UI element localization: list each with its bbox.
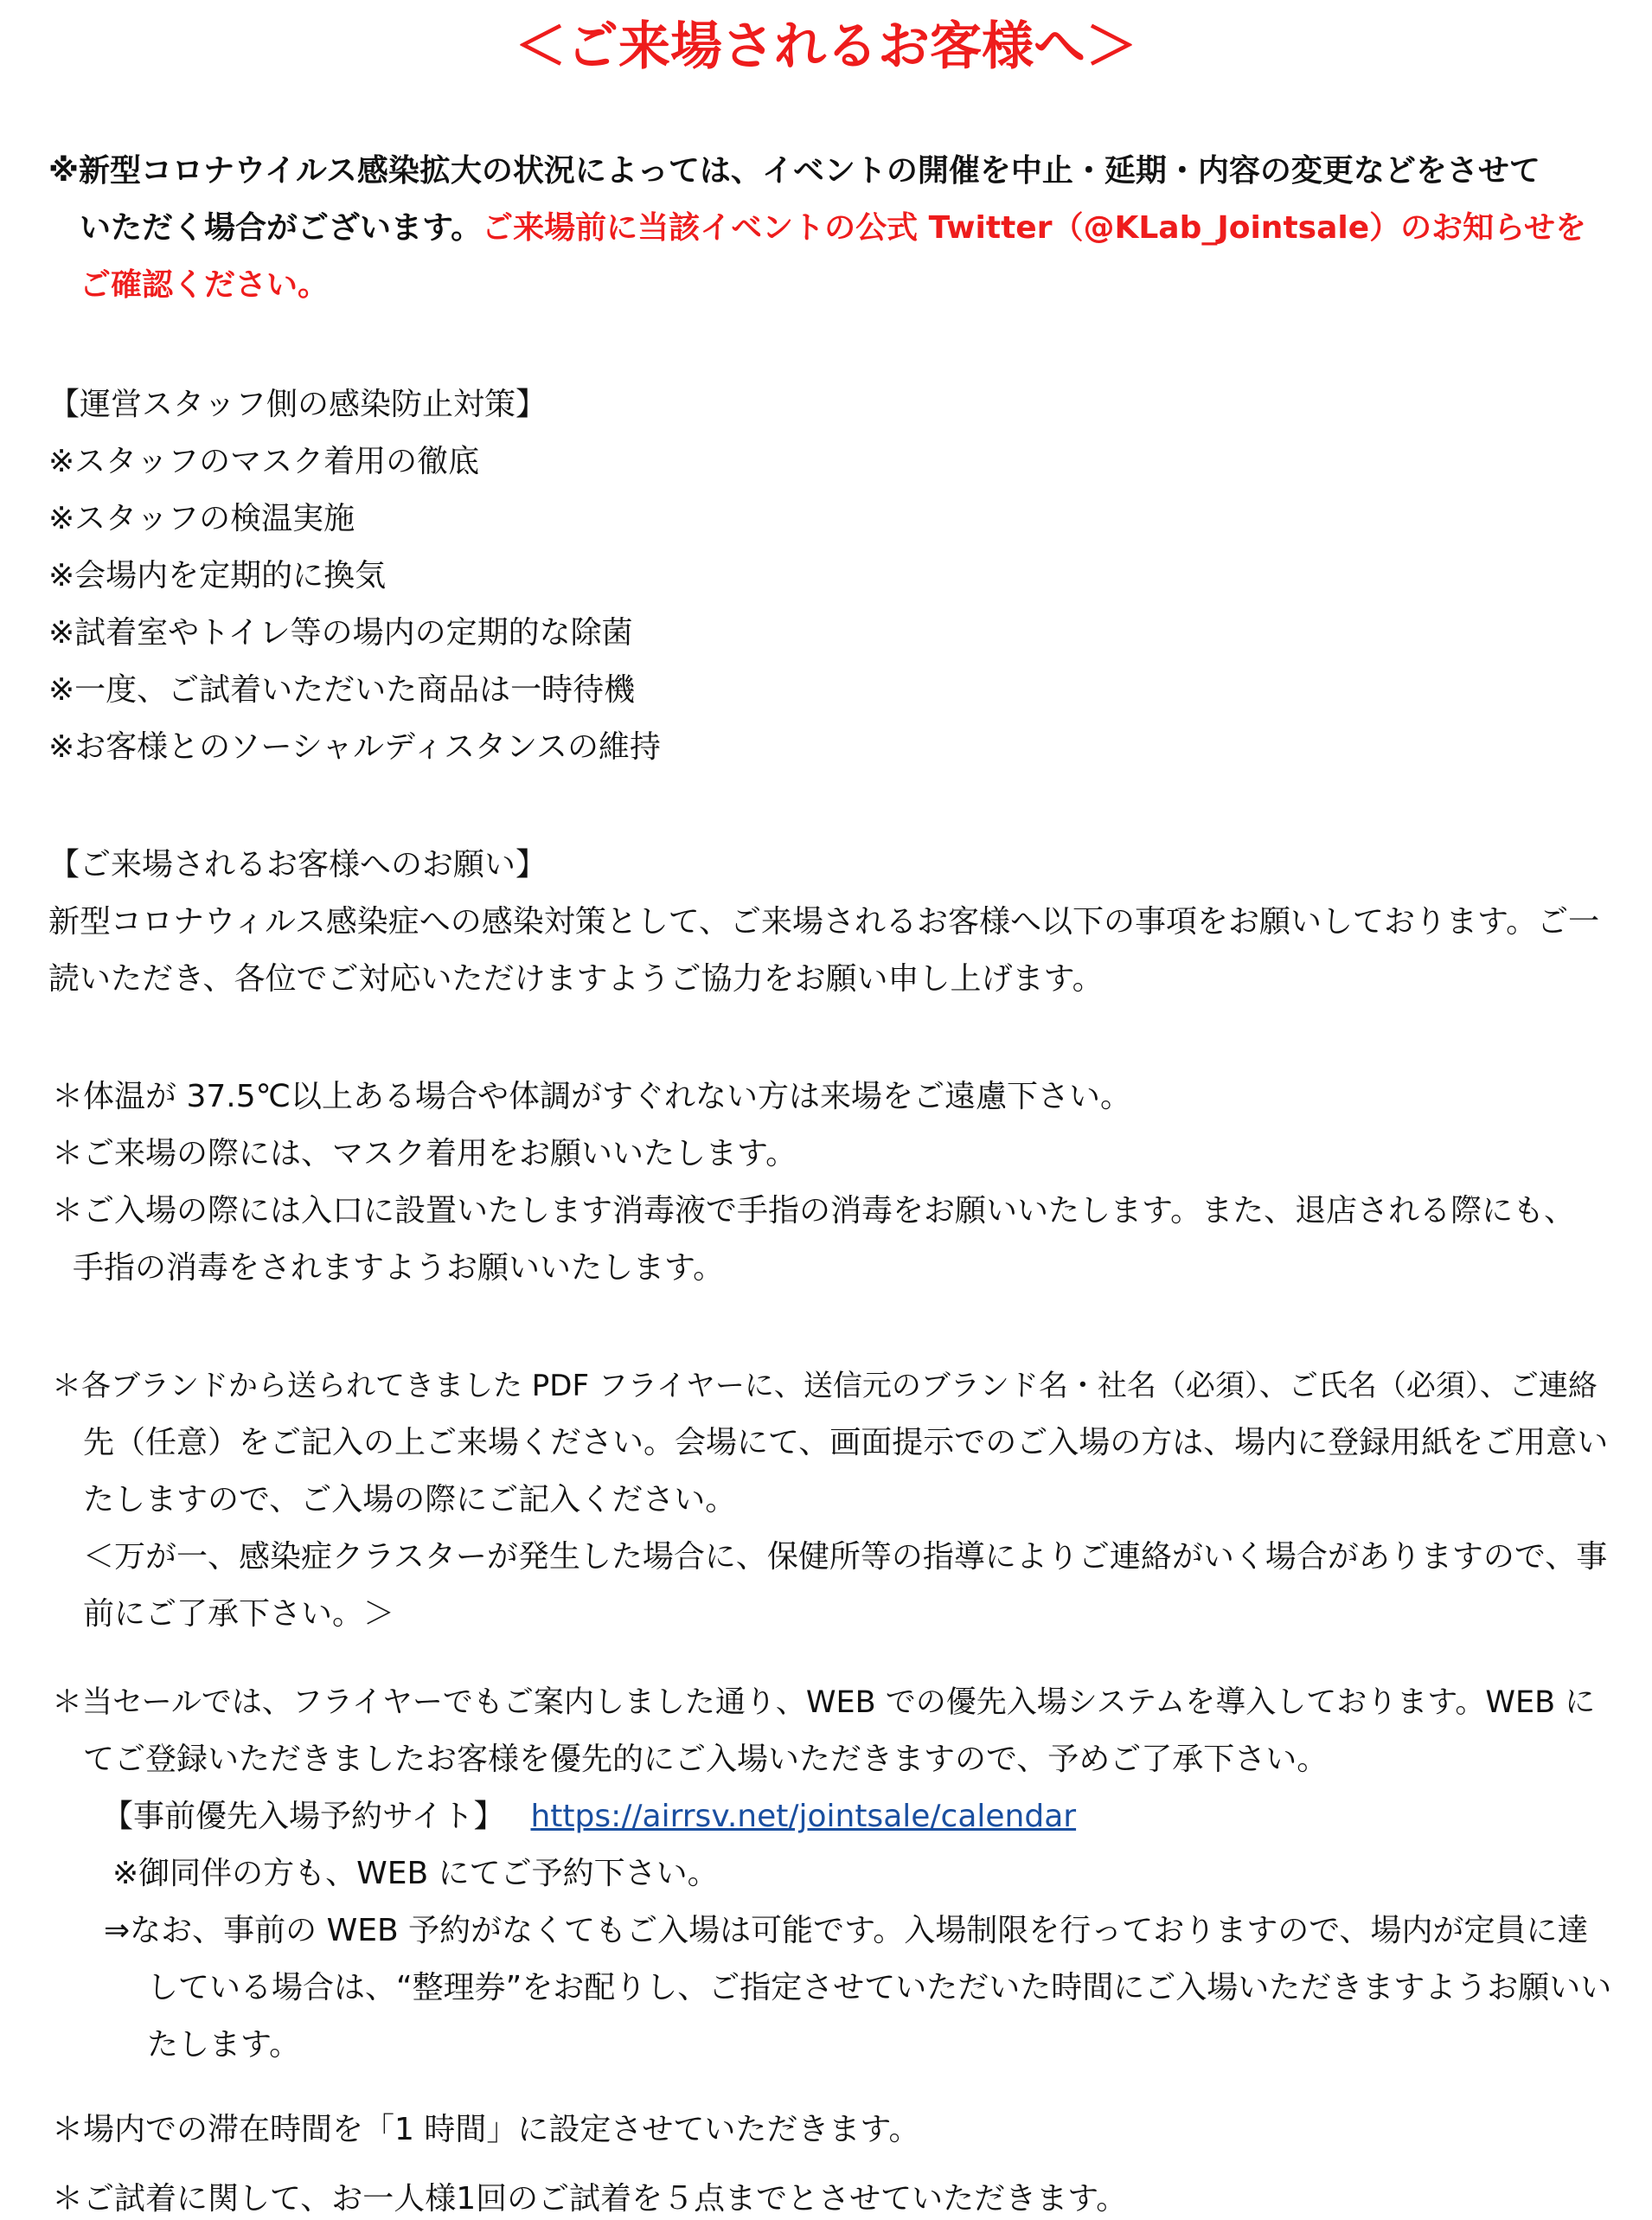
notice-line-3: ご確認ください。: [80, 267, 330, 303]
staff-item-temperature: ※スタッフの検温実施: [48, 501, 355, 536]
walk-in-note-2: している場合は、“整理券”をお配りし、ご指定させていただいた時間にご入場いただきますようお願いい: [147, 1970, 1612, 2005]
health-temperature: ＊体温が 37.5℃以上ある場合や体調がすぐれない方は来場をご遠慮下さい。: [52, 1079, 1132, 1114]
reservation-site-row: [102, 1796, 1076, 1838]
priority-line-1: ＊当セールでは、フライヤーでもご案内しました通り、WEB での優先入場システムを導入しております。WEB に: [52, 1685, 1596, 1720]
priority-line-2: てご登録いただきましたお客様を優先的にご入場いただきますので、予めご了承下さい。: [83, 1742, 1329, 1777]
companion-note: ※御同伴の方も、WEB にてご予約下さい。: [112, 1856, 719, 1891]
reservation-site-label: 【事前優先入場予約サイト】: [102, 1799, 505, 1834]
fitting-rule: ＊ご試着に関して、お一人様1回のご試着を５点までとさせていただきます。: [52, 2181, 1128, 2217]
notice-line-2-text: いただく場合がございます。: [80, 210, 483, 246]
page-title: ＜ご来場されるお客様へ＞: [515, 16, 1137, 77]
walk-in-note-1: ⇒なお、事前の WEB 予約がなくてもご入場は可能です。入場制限を行っておりますので、場内が定員に達: [104, 1913, 1589, 1948]
flyer-line-5: 前にご了承下さい。＞: [83, 1596, 395, 1632]
request-intro-1: 新型コロナウィルス感染症への感染対策として、ご来場されるお客様へ以下の事項をお願いしております。ご一: [48, 904, 1600, 940]
walk-in-note-3: たします。: [147, 2027, 301, 2063]
health-mask: ＊ご来場の際には、マスク着用をお願いいたします。: [52, 1136, 797, 1171]
flyer-line-1: ＊各ブランドから送られてきました PDF フライヤーに、送信元のブランド名・社名（必須）、ご氏名（必須）、ご連絡: [52, 1369, 1598, 1403]
staff-item-ventilation: ※会場内を定期的に換気: [48, 558, 387, 593]
request-heading: 【ご来場されるお客様へのお願い】: [48, 847, 547, 882]
notice-line-2: [80, 208, 1586, 249]
stay-time-rule: ＊場内での滞在時間を「1 時間」に設定させていただきます。: [52, 2112, 920, 2147]
notice-twitter-text: ご来場前に当該イベントの公式 Twitter（@KLab_Jointsale）のお知らせを: [482, 210, 1587, 246]
health-disinfect-2: 手指の消毒をされますようお願いいたします。: [73, 1250, 725, 1286]
flyer-line-4: ＜万が一、感染症クラスターが発生した場合に、保健所等の指導によりご連絡がいく場合がありますので、事: [83, 1539, 1608, 1575]
staff-item-hold: ※一度、ご試着いただいた商品は一時待機: [48, 672, 636, 708]
reservation-site-link[interactable]: https://airrsv.net/jointsale/calendar: [530, 1799, 1077, 1834]
staff-item-sanitize: ※試着室やトイレ等の場内の定期的な除菌: [48, 615, 633, 651]
flyer-line-2: 先（任意）をご記入の上ご来場ください。会場にて、画面提示でのご入場の方は、場内に登録用紙をご用意い: [83, 1425, 1609, 1460]
staff-item-distance: ※お客様とのソーシャルディスタンスの維持: [48, 729, 662, 765]
request-intro-2: 読いただき、各位でご対応いただけますようご協力をお願い申し上げます。: [48, 961, 1104, 997]
health-disinfect-1: ＊ご入場の際には入口に設置いたします消毒液で手指の消毒をお願いいたします。また、退店される際にも、: [52, 1193, 1576, 1229]
notice-line-1: ※新型コロナウイルス感染拡大の状況によっては、イベントの開催を中止・延期・内容の変更などをさせて: [48, 153, 1540, 189]
flyer-line-3: たしますので、ご入場の際にご記入ください。: [83, 1482, 737, 1517]
staff-heading: 【運営スタッフ側の感染防止対策】: [48, 387, 547, 422]
staff-item-mask: ※スタッフのマスク着用の徹底: [48, 444, 480, 479]
